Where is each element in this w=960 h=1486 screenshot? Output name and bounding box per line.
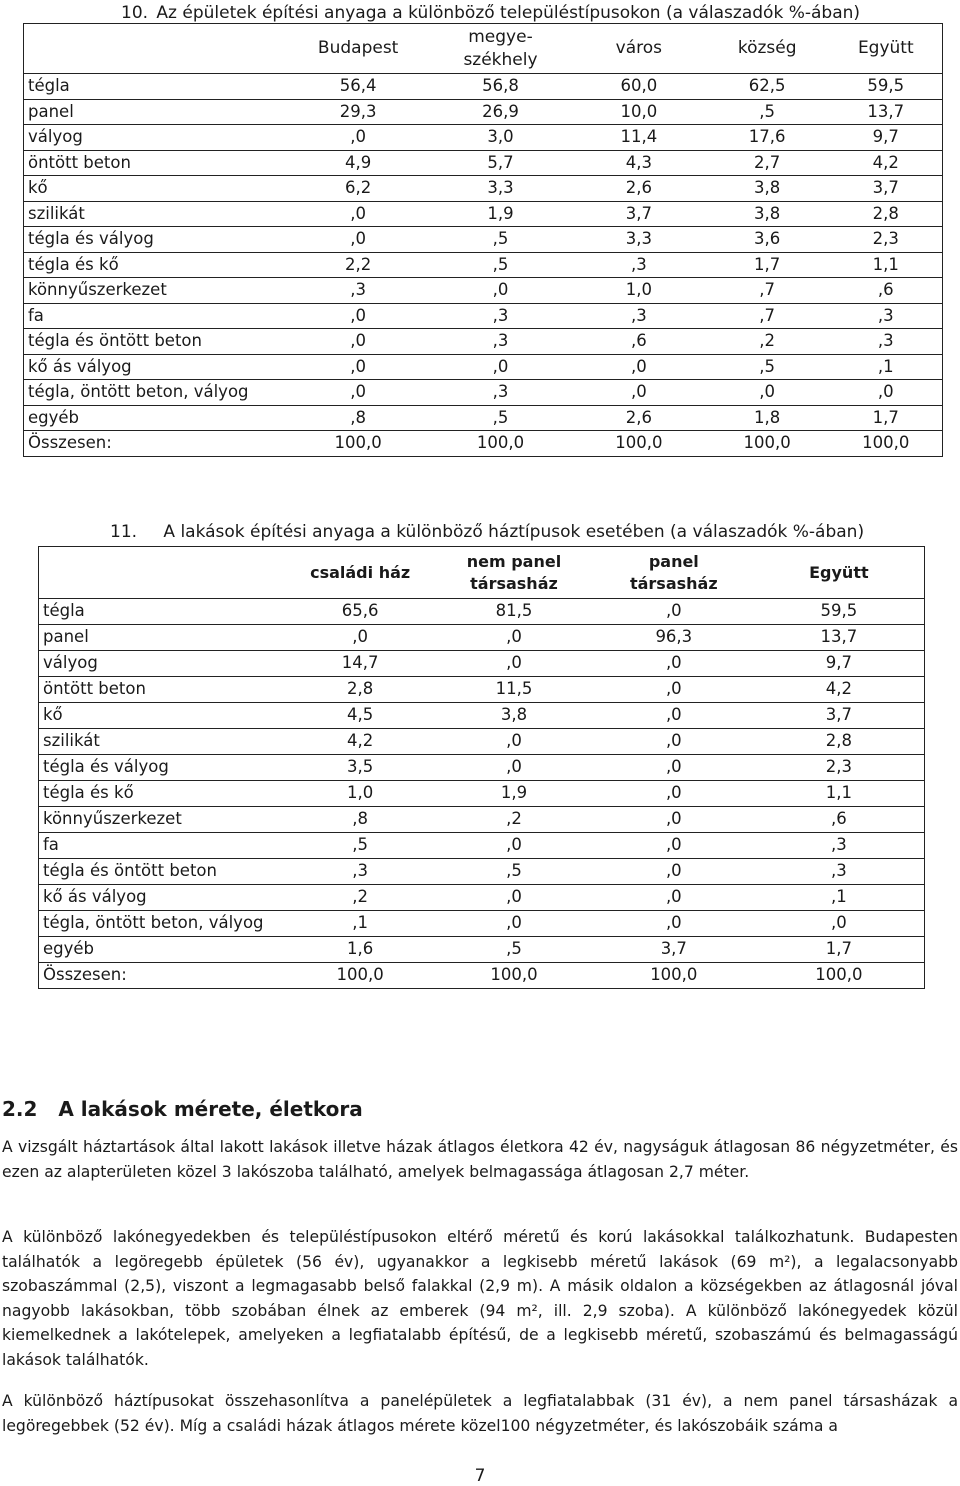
table1-cell: 60,0 (573, 74, 705, 100)
table1-cell: ,3 (573, 303, 705, 329)
table2-row-label: tégla és kő (39, 781, 287, 807)
table2-cell: 4,2 (754, 677, 925, 703)
table2-cell: ,1 (754, 885, 925, 911)
table2-cell: ,0 (434, 625, 594, 651)
table2-row-label: panel (39, 625, 287, 651)
table2-row-label: tégla (39, 599, 287, 625)
table2-cell: ,0 (434, 833, 594, 859)
table1-row (24, 99, 943, 125)
table1-row (24, 405, 943, 431)
table2-cell: 3,8 (434, 703, 594, 729)
table1-cell: 59,5 (830, 74, 943, 100)
table2-cell: 2,3 (754, 755, 925, 781)
table1-row (24, 125, 943, 151)
table1-cell: 56,4 (288, 74, 428, 100)
table1-cell: 3,8 (705, 201, 830, 227)
table1-column-header-label: város (615, 38, 662, 59)
table1-cell: 3,3 (428, 176, 573, 202)
section-title: 2.2 A lakások mérete, életkora (2, 1097, 363, 1121)
table1-column-header-label: község (737, 38, 797, 59)
table1-cell: ,0 (288, 125, 428, 151)
table1-row-label: tégla és vályog (24, 227, 289, 253)
table1-row (24, 74, 943, 100)
table2-column-header (594, 547, 754, 599)
table2-row (39, 885, 925, 911)
table1-row (24, 201, 943, 227)
table2-cell: 2,8 (286, 677, 434, 703)
table2-cell: 59,5 (754, 599, 925, 625)
table2-cell: 3,5 (286, 755, 434, 781)
table1-cell: 1,9 (428, 201, 573, 227)
table2-cell: 96,3 (594, 625, 754, 651)
table1-cell: ,7 (705, 278, 830, 304)
table2-cell: ,0 (594, 677, 754, 703)
table1-cell: 2,6 (573, 176, 705, 202)
table2-row (39, 703, 925, 729)
table1-cell: 100,0 (428, 431, 573, 457)
table2-cell: 1,7 (754, 937, 925, 963)
table1-cell: ,5 (428, 252, 573, 278)
table2-header-blank (39, 547, 287, 599)
table1-cell: ,0 (705, 380, 830, 406)
table1-cell: 100,0 (288, 431, 428, 457)
table1-column-header-label: megye- székhely (463, 26, 538, 70)
table1-cell: 100,0 (830, 431, 943, 457)
table1-cell: ,5 (705, 99, 830, 125)
table2-column-header-label: Együtt (809, 562, 869, 582)
table2-cell: ,5 (286, 833, 434, 859)
table1-cell: ,0 (288, 303, 428, 329)
table1-row (24, 252, 943, 278)
table1-cell: 29,3 (288, 99, 428, 125)
table1-row (24, 329, 943, 355)
table2-cell: ,1 (286, 911, 434, 937)
table1-cell: ,8 (288, 405, 428, 431)
table2-row (39, 859, 925, 885)
table1-row-label: kő (24, 176, 289, 202)
table1-row (24, 303, 943, 329)
table2-cell: ,0 (286, 625, 434, 651)
table2-row-label: kő (39, 703, 287, 729)
paragraph-2: A különböző lakónegyedekben és településtípusokon eltérő méretű és korú lakásokkal találkozhatunk. Budapesten találhatók a legöregebb épületek (56 év), ugyanakkor a legkisebb méretű lakások (69 m²), a legalacsonyabb szobaszámmal (2,5), viszont a legmagasabb belső falakkal (2,9 m). A másik oldalon a községekben az átlagosnál jóval nagyobb lakásokban, több szobában élnek az emberek (94 m², ill. 2,9 szoba). A különböző lakónegyedek közül kiemelkednek a lakótelepek, amelyeken a legfiatalabb építésű, de a legkisebb méretű, szobaszámú és belmagasságú lakások találhatók. (2, 1228, 958, 1369)
table2-cell: ,0 (594, 833, 754, 859)
table2-cell: 9,7 (754, 651, 925, 677)
table1-cell: ,0 (830, 380, 943, 406)
table2-row (39, 911, 925, 937)
table2-cell: ,3 (754, 859, 925, 885)
table2-row (39, 729, 925, 755)
table1-cell: ,0 (288, 354, 428, 380)
table1-column-header (573, 24, 705, 74)
table1-cell: ,1 (830, 354, 943, 380)
table1-row (24, 150, 943, 176)
table1-cell: ,0 (288, 329, 428, 355)
table2-cell: ,0 (594, 599, 754, 625)
table2-cell: 1,1 (754, 781, 925, 807)
table1-cell: ,3 (288, 278, 428, 304)
table2-cell: 1,9 (434, 781, 594, 807)
table1-cell: 13,7 (830, 99, 943, 125)
table2-cell: ,3 (286, 859, 434, 885)
table2-row-label: fa (39, 833, 287, 859)
table2-cell: ,0 (594, 781, 754, 807)
table2-caption-text: A lakások építési anyaga a különböző háztípusok esetében (a válaszadók %-ában) (163, 522, 865, 542)
table1-cell: ,0 (428, 278, 573, 304)
table2-cell: 100,0 (594, 963, 754, 989)
table1-cell: 10,0 (573, 99, 705, 125)
table2-header-row (39, 547, 925, 599)
table2-cell: ,0 (594, 651, 754, 677)
table1-cell: 17,6 (705, 125, 830, 151)
paragraph-1: A vizsgált háztartások által lakott lakások illetve házak átlagos életkora 42 év, nagyságuk átlagosan 86 négyzetméter, és ezen az alapterületen közel 3 lakószoba található, amelyek belmagassága átlagosan 2,7 méter. (2, 1138, 958, 1181)
table2-cell: 81,5 (434, 599, 594, 625)
table1-cell: ,0 (288, 380, 428, 406)
table1-cell: 100,0 (705, 431, 830, 457)
table1-cell: ,0 (288, 227, 428, 253)
table1-cell: 100,0 (573, 431, 705, 457)
table1-cell: ,2 (705, 329, 830, 355)
house-type-material-table (38, 546, 925, 989)
table2-cell: ,0 (594, 885, 754, 911)
table2-cell: 1,0 (286, 781, 434, 807)
table2-row (39, 807, 925, 833)
table2-cell: 100,0 (286, 963, 434, 989)
table2-cell: 100,0 (754, 963, 925, 989)
table1-row (24, 354, 943, 380)
table1-header-row (24, 24, 943, 74)
table2-row (39, 833, 925, 859)
table1-row-label: panel (24, 99, 289, 125)
table2-row-label: Összesen: (39, 963, 287, 989)
table2-row (39, 755, 925, 781)
table1-cell: 3,7 (573, 201, 705, 227)
table2-cell: ,0 (594, 729, 754, 755)
table1-row (24, 380, 943, 406)
table1-cell: ,5 (428, 405, 573, 431)
table1-row-label: könnyűszerkezet (24, 278, 289, 304)
table1-cell: 1,7 (830, 405, 943, 431)
table2-cell: ,0 (594, 807, 754, 833)
table1-cell: ,0 (573, 354, 705, 380)
table2-cell: 14,7 (286, 651, 434, 677)
table2-cell: ,5 (434, 859, 594, 885)
table2-cell: 1,6 (286, 937, 434, 963)
table1-row-label: fa (24, 303, 289, 329)
table1-caption-text: Az épületek építési anyaga a különböző településtípusokon (a válaszadók %-ában) (156, 3, 861, 23)
table2-row-label: tégla és vályog (39, 755, 287, 781)
table1-caption (121, 3, 860, 23)
table2-cell: 4,2 (286, 729, 434, 755)
table1-row (24, 176, 943, 202)
table2-cell: ,0 (594, 755, 754, 781)
table1-cell: 5,7 (428, 150, 573, 176)
table1-row (24, 278, 943, 304)
table1-header-blank (24, 24, 289, 74)
table2-cell: ,3 (754, 833, 925, 859)
table1-cell: 62,5 (705, 74, 830, 100)
table1-cell: 4,3 (573, 150, 705, 176)
table2-row-label: szilikát (39, 729, 287, 755)
table2-row (39, 677, 925, 703)
table1-cell: ,5 (705, 354, 830, 380)
table1-row (24, 227, 943, 253)
table2-cell: 3,7 (594, 937, 754, 963)
table1-column-header (288, 24, 428, 74)
table1-cell: 4,9 (288, 150, 428, 176)
table1-cell: 26,9 (428, 99, 573, 125)
table1-row-label: öntött beton (24, 150, 289, 176)
table1-cell: 2,2 (288, 252, 428, 278)
table1-cell: 2,3 (830, 227, 943, 253)
table1-cell: 2,7 (705, 150, 830, 176)
table2-cell: ,0 (434, 911, 594, 937)
table2-cell: 3,7 (754, 703, 925, 729)
table1-row-label: vályog (24, 125, 289, 151)
table2-cell: 11,5 (434, 677, 594, 703)
table2-cell: 2,8 (754, 729, 925, 755)
table1-cell: 3,7 (830, 176, 943, 202)
page-number: 7 (474, 1466, 486, 1486)
table1-cell: 1,8 (705, 405, 830, 431)
table1-caption-number: 10. (121, 3, 149, 23)
table2-row-label: tégla, öntött beton, vályog (39, 911, 287, 937)
table2-column-header-label: nem panel társasház (466, 551, 562, 593)
table2-cell: ,2 (434, 807, 594, 833)
table1-cell: 1,7 (705, 252, 830, 278)
table2-caption-number: 11. (110, 522, 138, 542)
table1-column-header-label: Budapest (317, 38, 399, 59)
table1-cell: 3,8 (705, 176, 830, 202)
table2-column-header (286, 547, 434, 599)
table2-cell: ,6 (754, 807, 925, 833)
table2-row-label: könnyűszerkezet (39, 807, 287, 833)
table2-cell: ,0 (594, 911, 754, 937)
table1-cell: ,6 (830, 278, 943, 304)
table1-row-label: tégla és kő (24, 252, 289, 278)
table2-cell: ,2 (286, 885, 434, 911)
table2-cell: ,5 (434, 937, 594, 963)
table1-cell: ,5 (428, 227, 573, 253)
table1-row-label: kő ás vályog (24, 354, 289, 380)
table1-cell: 3,6 (705, 227, 830, 253)
table1-cell: ,3 (428, 303, 573, 329)
table1-row-label: tégla, öntött beton, vályog (24, 380, 289, 406)
table2-cell: ,8 (286, 807, 434, 833)
table1-cell: 56,8 (428, 74, 573, 100)
table1-cell: ,3 (428, 329, 573, 355)
table1-cell: 3,3 (573, 227, 705, 253)
table2-row-label: kő ás vályog (39, 885, 287, 911)
table1-cell: 4,2 (830, 150, 943, 176)
settlement-material-table (23, 23, 943, 457)
table1-row-label: tégla és öntött beton (24, 329, 289, 355)
table2-row (39, 651, 925, 677)
table1-cell: 1,0 (573, 278, 705, 304)
table2-row-label: vályog (39, 651, 287, 677)
table1-cell: 11,4 (573, 125, 705, 151)
table1-row-label: tégla (24, 74, 289, 100)
table2-row-label: egyéb (39, 937, 287, 963)
table2-row (39, 937, 925, 963)
table1-cell: ,0 (288, 201, 428, 227)
table2-cell: ,0 (434, 729, 594, 755)
table1-cell: ,0 (573, 380, 705, 406)
table1-cell: 1,1 (830, 252, 943, 278)
table2-cell: ,0 (754, 911, 925, 937)
table1-row-label: Összesen: (24, 431, 289, 457)
table2-cell: 65,6 (286, 599, 434, 625)
table2-row (39, 599, 925, 625)
table1-cell: 2,8 (830, 201, 943, 227)
table1-cell: ,3 (830, 329, 943, 355)
table2-row (39, 781, 925, 807)
table1-row-label: egyéb (24, 405, 289, 431)
table2-row (39, 625, 925, 651)
table1-cell: ,0 (428, 354, 573, 380)
table2-caption (110, 522, 864, 542)
table1-row (24, 431, 943, 457)
table2-cell: ,0 (594, 859, 754, 885)
table1-row-label: szilikát (24, 201, 289, 227)
table2-cell: 100,0 (434, 963, 594, 989)
table1-cell: 9,7 (830, 125, 943, 151)
table1-column-header (428, 24, 573, 74)
table2-cell: ,0 (434, 755, 594, 781)
table1-column-header-label: Együtt (857, 38, 914, 59)
table2-row (39, 963, 925, 989)
table1-cell: 2,6 (573, 405, 705, 431)
paragraph-3: A különböző háztípusokat összehasonlítva a panelépületek a legfiatalabbak (31 év), a nem panel társasházak a legöregebbek (52 év). Míg a családi házak átlagos mérete közel100 négyzetméter, és lakószobáik száma a (2, 1392, 958, 1435)
table2-column-header (434, 547, 594, 599)
table1-cell: ,6 (573, 329, 705, 355)
table2-column-header-label: panel társasház (629, 551, 718, 593)
table2-cell: ,0 (434, 885, 594, 911)
table1-cell: 3,0 (428, 125, 573, 151)
table2-cell: 4,5 (286, 703, 434, 729)
table2-cell: 13,7 (754, 625, 925, 651)
table2-column-header (754, 547, 925, 599)
table2-row-label: tégla és öntött beton (39, 859, 287, 885)
table1-column-header (830, 24, 943, 74)
table2-cell: ,0 (434, 651, 594, 677)
table1-cell: ,7 (705, 303, 830, 329)
table2-column-header-label: családi ház (310, 562, 411, 582)
table2-cell: ,0 (594, 703, 754, 729)
table1-column-header (705, 24, 830, 74)
table1-cell: ,3 (428, 380, 573, 406)
table1-cell: 6,2 (288, 176, 428, 202)
table2-row-label: öntött beton (39, 677, 287, 703)
table1-cell: ,3 (573, 252, 705, 278)
table1-cell: ,3 (830, 303, 943, 329)
